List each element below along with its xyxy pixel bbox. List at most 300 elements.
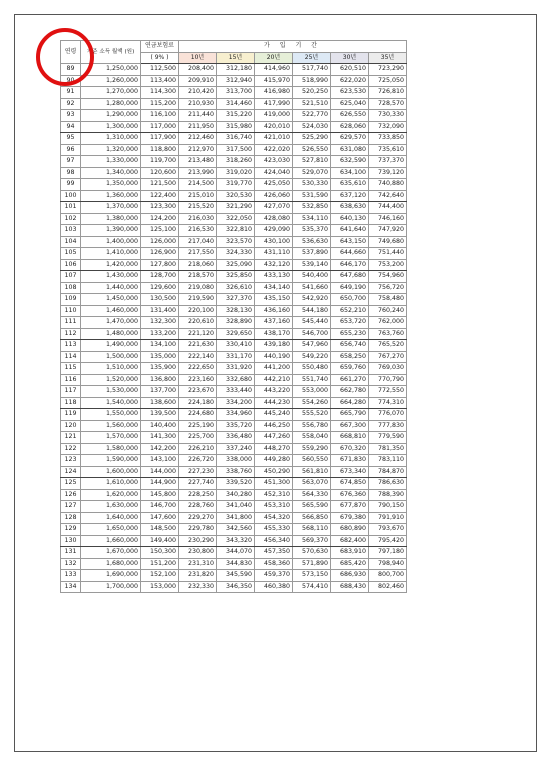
table-row [61,512,407,524]
age-cell: 105 [61,248,81,260]
income-cell: 1,350,000 [81,179,141,191]
income-cell: 1,420,000 [81,259,141,271]
benefit-cell: 319,020 [217,167,255,179]
benefit-cell: 646,170 [331,259,369,271]
table-row [61,110,407,122]
premium-cell: 134,100 [141,340,179,352]
age-cell: 99 [61,179,81,191]
benefit-cell: 555,520 [293,409,331,421]
premium-cell: 118,800 [141,144,179,156]
benefit-cell: 517,740 [293,64,331,76]
income-cell: 1,480,000 [81,328,141,340]
benefit-cell: 221,630 [179,340,217,352]
benefit-cell: 549,220 [293,351,331,363]
benefit-cell: 662,780 [331,386,369,398]
benefit-cell: 425,050 [255,179,293,191]
benefit-cell: 737,370 [369,156,407,168]
benefit-cell: 629,570 [331,133,369,145]
age-cell: 104 [61,236,81,248]
table-row [61,75,407,87]
benefit-cell: 565,590 [293,501,331,513]
benefit-cell: 341,040 [217,501,255,513]
benefit-cell: 730,330 [369,110,407,122]
benefit-cell: 321,290 [217,202,255,214]
benefit-cell: 214,500 [179,179,217,191]
benefit-cell: 326,610 [217,282,255,294]
benefit-cell: 569,370 [293,535,331,547]
table-row [61,121,407,133]
age-cell: 133 [61,570,81,582]
benefit-cell: 442,210 [255,374,293,386]
benefit-cell: 218,570 [179,271,217,283]
table-row [61,558,407,570]
benefit-cell: 444,230 [255,397,293,409]
benefit-cell: 564,330 [293,489,331,501]
benefit-cell: 453,310 [255,501,293,513]
age-cell: 110 [61,305,81,317]
benefit-cell: 650,700 [331,294,369,306]
header-row-1 [61,41,407,53]
benefit-cell: 339,520 [217,478,255,490]
benefit-cell: 330,410 [217,340,255,352]
income-cell: 1,470,000 [81,317,141,329]
income-cell: 1,650,000 [81,524,141,536]
age-cell: 122 [61,443,81,455]
benefit-cell: 336,480 [217,432,255,444]
pension-table [60,40,407,593]
benefit-cell: 427,070 [255,202,293,214]
benefit-cell: 556,780 [293,420,331,432]
benefit-cell: 460,380 [255,581,293,593]
income-cell: 1,390,000 [81,225,141,237]
premium-cell: 115,200 [141,98,179,110]
age-cell: 95 [61,133,81,145]
benefit-cell: 445,240 [255,409,293,421]
premium-cell: 120,600 [141,167,179,179]
table-row [61,466,407,478]
benefit-cell: 420,010 [255,121,293,133]
income-cell: 1,680,000 [81,558,141,570]
benefit-cell: 551,740 [293,374,331,386]
benefit-cell: 324,330 [217,248,255,260]
table-row [61,133,407,145]
benefit-cell: 344,830 [217,558,255,570]
benefit-cell: 623,530 [331,87,369,99]
benefit-cell: 228,250 [179,489,217,501]
income-cell: 1,570,000 [81,432,141,444]
benefit-cell: 428,080 [255,213,293,225]
benefit-cell: 753,200 [369,259,407,271]
age-cell: 90 [61,75,81,87]
benefit-cell: 763,760 [369,328,407,340]
age-cell: 98 [61,167,81,179]
benefit-cell: 550,480 [293,363,331,375]
benefit-cell: 451,300 [255,478,293,490]
premium-cell: 144,900 [141,478,179,490]
benefit-cell: 767,270 [369,351,407,363]
benefit-cell: 334,200 [217,397,255,409]
premium-cell: 112,500 [141,64,179,76]
table-body [61,64,407,593]
benefit-cell: 628,060 [331,121,369,133]
premium-cell: 142,200 [141,443,179,455]
benefit-cell: 673,340 [331,466,369,478]
benefit-cell: 793,670 [369,524,407,536]
premium-cell: 119,700 [141,156,179,168]
benefit-cell: 790,150 [369,501,407,513]
age-cell: 89 [61,64,81,76]
benefit-cell: 559,290 [293,443,331,455]
benefit-cell: 216,030 [179,213,217,225]
benefit-cell: 544,180 [293,305,331,317]
benefit-cell: 560,550 [293,455,331,467]
age-cell: 129 [61,524,81,536]
benefit-cell: 749,680 [369,236,407,248]
table-row [61,409,407,421]
benefit-cell: 735,610 [369,144,407,156]
table-row [61,581,407,593]
benefit-cell: 226,210 [179,443,217,455]
benefit-cell: 227,740 [179,478,217,490]
premium-cell: 141,300 [141,432,179,444]
benefit-cell: 312,940 [217,75,255,87]
benefit-cell: 566,850 [293,512,331,524]
age-cell: 108 [61,282,81,294]
benefit-cell: 536,630 [293,236,331,248]
benefit-cell: 426,060 [255,190,293,202]
benefit-cell: 620,510 [331,64,369,76]
benefit-cell: 653,720 [331,317,369,329]
benefit-cell: 537,890 [293,248,331,260]
benefit-cell: 227,230 [179,466,217,478]
benefit-cell: 561,810 [293,466,331,478]
age-cell: 116 [61,374,81,386]
benefit-cell: 331,920 [217,363,255,375]
age-cell: 100 [61,190,81,202]
benefit-cell: 558,040 [293,432,331,444]
benefit-cell: 679,380 [331,512,369,524]
benefit-cell: 574,410 [293,581,331,593]
benefit-cell: 754,960 [369,271,407,283]
table-row [61,190,407,202]
period-15: 15년 [217,52,255,64]
premium-cell: 136,800 [141,374,179,386]
premium-cell: 113,400 [141,75,179,87]
benefit-cell: 625,040 [331,98,369,110]
benefit-cell: 334,960 [217,409,255,421]
income-cell: 1,340,000 [81,167,141,179]
benefit-cell: 728,570 [369,98,407,110]
benefit-cell: 438,170 [255,328,293,340]
income-cell: 1,540,000 [81,397,141,409]
income-cell: 1,430,000 [81,271,141,283]
age-cell: 96 [61,144,81,156]
benefit-cell: 726,810 [369,87,407,99]
benefit-cell: 733,850 [369,133,407,145]
benefit-cell: 318,260 [217,156,255,168]
benefit-cell: 661,270 [331,374,369,386]
benefit-cell: 683,910 [331,547,369,559]
benefit-cell: 431,110 [255,248,293,260]
benefit-cell: 437,160 [255,317,293,329]
benefit-cell: 434,140 [255,282,293,294]
age-cell: 123 [61,455,81,467]
benefit-cell: 228,760 [179,501,217,513]
premium-cell: 114,300 [141,87,179,99]
premium-cell: 143,100 [141,455,179,467]
benefit-cell: 433,130 [255,271,293,283]
table-row [61,64,407,76]
benefit-cell: 328,890 [217,317,255,329]
benefit-cell: 667,300 [331,420,369,432]
premium-cell: 126,000 [141,236,179,248]
premium-cell: 126,900 [141,248,179,260]
benefit-cell: 229,270 [179,512,217,524]
age-cell: 111 [61,317,81,329]
benefit-cell: 527,810 [293,156,331,168]
benefit-cell: 635,610 [331,179,369,191]
income-cell: 1,460,000 [81,305,141,317]
benefit-cell: 344,070 [217,547,255,559]
benefit-cell: 791,910 [369,512,407,524]
benefit-cell: 751,440 [369,248,407,260]
table-row [61,478,407,490]
benefit-cell: 226,720 [179,455,217,467]
table-row [61,294,407,306]
benefit-cell: 783,110 [369,455,407,467]
benefit-cell: 322,810 [217,225,255,237]
benefit-cell: 686,930 [331,570,369,582]
premium-cell: 135,000 [141,351,179,363]
benefit-cell: 449,280 [255,455,293,467]
premium-cell: 146,700 [141,501,179,513]
period-20: 20년 [255,52,293,64]
benefit-cell: 331,170 [217,351,255,363]
benefit-cell: 525,290 [293,133,331,145]
table-row [61,363,407,375]
table-row [61,225,407,237]
premium-cell: 153,000 [141,581,179,593]
benefit-cell: 338,760 [217,466,255,478]
table-row [61,98,407,110]
benefit-cell: 222,650 [179,363,217,375]
table-row [61,535,407,547]
benefit-cell: 212,460 [179,133,217,145]
premium-cell: 117,000 [141,121,179,133]
benefit-cell: 325,090 [217,259,255,271]
benefit-cell: 230,290 [179,535,217,547]
premium-cell: 144,000 [141,466,179,478]
age-cell: 120 [61,420,81,432]
benefit-cell: 436,160 [255,305,293,317]
benefit-cell: 658,250 [331,351,369,363]
table-row [61,282,407,294]
benefit-cell: 756,720 [369,282,407,294]
benefit-cell: 217,550 [179,248,217,260]
benefit-cell: 209,910 [179,75,217,87]
benefit-cell: 535,370 [293,225,331,237]
income-cell: 1,580,000 [81,443,141,455]
table-row [61,213,407,225]
benefit-cell: 779,590 [369,432,407,444]
benefit-cell: 215,010 [179,190,217,202]
benefit-cell: 676,360 [331,489,369,501]
age-cell: 107 [61,271,81,283]
income-cell: 1,330,000 [81,156,141,168]
benefit-cell: 685,420 [331,558,369,570]
benefit-cell: 656,740 [331,340,369,352]
income-cell: 1,380,000 [81,213,141,225]
benefit-cell: 319,770 [217,179,255,191]
benefit-cell: 315,220 [217,110,255,122]
benefit-cell: 315,980 [217,121,255,133]
benefit-cell: 220,100 [179,305,217,317]
benefit-cell: 429,090 [255,225,293,237]
benefit-cell: 622,020 [331,75,369,87]
benefit-cell: 422,020 [255,144,293,156]
income-cell: 1,630,000 [81,501,141,513]
benefit-cell: 532,850 [293,202,331,214]
benefit-cell: 345,590 [217,570,255,582]
benefit-cell: 652,210 [331,305,369,317]
table-row [61,317,407,329]
benefit-cell: 313,700 [217,87,255,99]
income-cell: 1,300,000 [81,121,141,133]
benefit-cell: 798,940 [369,558,407,570]
age-cell: 114 [61,351,81,363]
premium-cell: 138,600 [141,397,179,409]
table-row [61,87,407,99]
premium-cell: 145,800 [141,489,179,501]
benefit-cell: 541,660 [293,282,331,294]
benefit-cell: 220,610 [179,317,217,329]
benefit-cell: 232,330 [179,581,217,593]
benefit-cell: 415,970 [255,75,293,87]
benefit-cell: 446,250 [255,420,293,432]
benefit-cell: 546,700 [293,328,331,340]
income-cell: 1,510,000 [81,363,141,375]
benefit-cell: 649,190 [331,282,369,294]
benefit-cell: 524,030 [293,121,331,133]
benefit-cell: 338,000 [217,455,255,467]
benefit-cell: 526,550 [293,144,331,156]
benefit-cell: 688,430 [331,581,369,593]
benefit-cell: 760,240 [369,305,407,317]
premium-cell: 116,100 [141,110,179,122]
age-cell: 119 [61,409,81,421]
income-cell: 1,360,000 [81,190,141,202]
benefit-cell: 215,520 [179,202,217,214]
benefit-cell: 647,680 [331,271,369,283]
age-cell: 134 [61,581,81,593]
benefit-cell: 323,570 [217,236,255,248]
benefit-cell: 421,010 [255,133,293,145]
benefit-cell: 725,050 [369,75,407,87]
premium-cell: 131,400 [141,305,179,317]
benefit-cell: 333,440 [217,386,255,398]
benefit-cell: 788,390 [369,489,407,501]
benefit-cell: 435,150 [255,294,293,306]
benefit-cell: 668,810 [331,432,369,444]
highlight-circle [36,28,94,86]
benefit-cell: 677,870 [331,501,369,513]
benefit-cell: 447,260 [255,432,293,444]
benefit-cell: 211,950 [179,121,217,133]
benefit-cell: 343,320 [217,535,255,547]
benefit-cell: 530,330 [293,179,331,191]
premium-cell: 133,200 [141,328,179,340]
benefit-cell: 568,110 [293,524,331,536]
premium-cell: 132,300 [141,317,179,329]
table-row [61,305,407,317]
benefit-cell: 312,180 [217,64,255,76]
income-cell: 1,700,000 [81,581,141,593]
income-cell: 1,280,000 [81,98,141,110]
benefit-cell: 800,700 [369,570,407,582]
benefit-cell: 539,140 [293,259,331,271]
benefit-cell: 419,000 [255,110,293,122]
age-cell: 118 [61,397,81,409]
premium-cell: 121,500 [141,179,179,191]
benefit-cell: 631,080 [331,144,369,156]
benefit-cell: 456,340 [255,535,293,547]
benefit-cell: 230,800 [179,547,217,559]
benefit-cell: 211,440 [179,110,217,122]
benefit-cell: 670,320 [331,443,369,455]
benefit-cell: 680,890 [331,524,369,536]
table-row [61,397,407,409]
benefit-cell: 626,550 [331,110,369,122]
benefit-cell: 337,240 [217,443,255,455]
benefit-cell: 747,920 [369,225,407,237]
age-header: 연령 [61,41,81,64]
table-row [61,144,407,156]
benefit-cell: 424,040 [255,167,293,179]
benefit-cell: 641,640 [331,225,369,237]
table-row [61,340,407,352]
income-cell: 1,660,000 [81,535,141,547]
period-header: 가 입 기 간 [179,41,407,53]
benefit-cell: 229,780 [179,524,217,536]
benefit-cell: 341,800 [217,512,255,524]
benefit-cell: 213,480 [179,156,217,168]
income-cell: 1,250,000 [81,64,141,76]
benefit-cell: 682,400 [331,535,369,547]
benefit-cell: 219,590 [179,294,217,306]
income-cell: 1,550,000 [81,409,141,421]
age-cell: 128 [61,512,81,524]
table-row [61,328,407,340]
premium-cell: 122,400 [141,190,179,202]
benefit-cell: 765,520 [369,340,407,352]
benefit-cell: 219,080 [179,282,217,294]
premium-cell: 149,400 [141,535,179,547]
table-row [61,455,407,467]
benefit-cell: 225,190 [179,420,217,432]
benefit-cell: 732,090 [369,121,407,133]
table-row [61,156,407,168]
benefit-cell: 332,680 [217,374,255,386]
benefit-cell: 742,640 [369,190,407,202]
benefit-cell: 570,630 [293,547,331,559]
age-cell: 124 [61,466,81,478]
benefit-cell: 213,990 [179,167,217,179]
benefit-cell: 740,880 [369,179,407,191]
premium-cell: 140,400 [141,420,179,432]
benefit-cell: 521,510 [293,98,331,110]
benefit-cell: 221,120 [179,328,217,340]
benefit-cell: 316,740 [217,133,255,145]
